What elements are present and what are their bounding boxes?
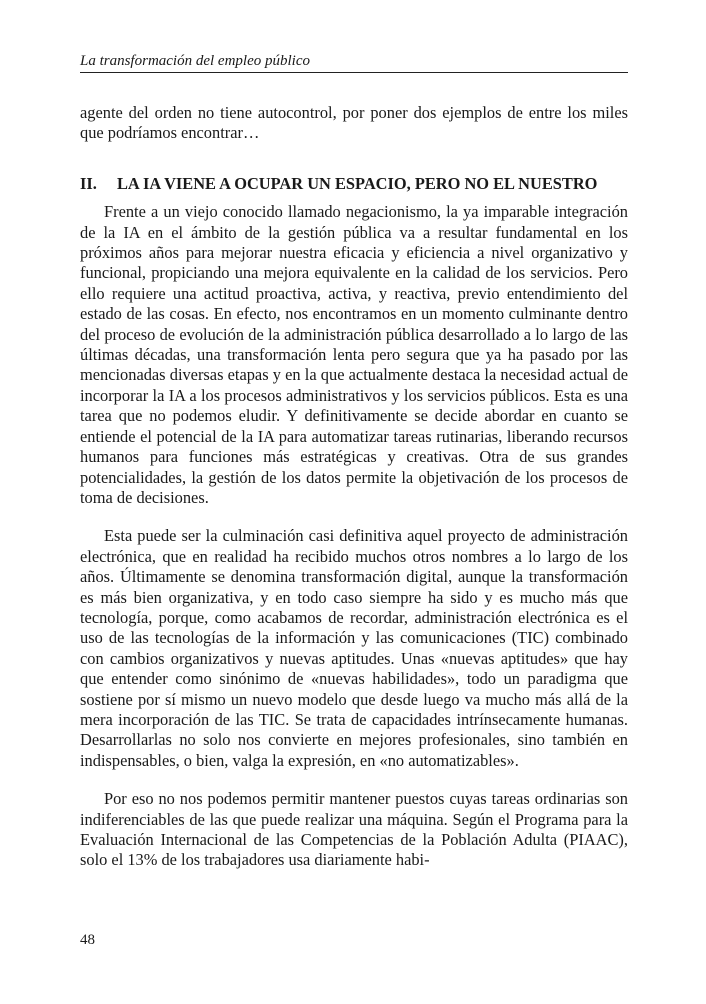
body-paragraph-1: Frente a un viejo conocido llamado negacionismo, la ya imparable integración de la IA en el ámbito de la gestión pública va a resultar fundamental en los próximos años para mejorar nuestra eficacia y eficiencia a nivel organizativo y funcional, propiciando una mejora equivalente en la calidad de los servicios. Pero ello requiere una actitud proactiva, activa, y reactiva, previo entendimiento del estado de las cosas. En efecto, nos encontramos en un momento culminante dentro del proceso de evolución de la administración pública desarrollado a lo largo de las últimas décadas, una transformación lenta pero segura que ya ha pasado por las mencionadas diversas etapas y en la que actualmente destaca la necesidad actual de incorporar la IA a los procesos administrativos y los servicios públicos. Esta es una tarea que no podemos eludir. Y definitivamente se decide abordar en cuanto se entiende el potencial de la IA para automatizar tareas rutinarias, liberando recursos humanos para funciones más estratégicas y creativas. Otra de sus grandes potencialidades, la gestión de los datos permite la objetivación de los procesos de toma de decisiones. xyxy=(80,202,628,507)
lead-paragraph: agente del orden no tiene autocontrol, por poner dos ejemplos de entre los miles que podríamos encontrar… xyxy=(80,103,628,143)
running-head: La transformación del empleo público xyxy=(80,52,628,73)
body-paragraph-2: Esta puede ser la culminación casi definitiva aquel proyecto de administración electrónica, que en realidad ha recibido muchos otros nombres a lo largo de los años. Últimamente se denomina transformación digital, aunque la transformación es más bien organizativa, y en todo caso siempre ha sido y es mucho más que tecnología, porque, como acabamos de recordar, administración electrónica es el uso de las tecnologías de la información y las comunicaciones (TIC) combinado con cambios organizativos y nuevas aptitudes. Unas «nuevas aptitudes» que hay que entender como sinónimo de «nuevas habilidades», todo un paradigma que sostiene por sí mismo un nuevo modelo que desde luego va mucho más allá de la mera incorporación de las TIC. Se trata de capacidades intrínsecamente humanas. Desarrollarlas no solo nos convierte en mejores profesionales, sino también en indispensables, o bien, valga la expresión, en «no automatizables». xyxy=(80,526,628,770)
body-paragraph-3: Por eso no nos podemos permitir mantener puestos cuyas tareas ordinarias son indiferenciables de las que puede realizar una máquina. Según el Programa para la Evaluación Internacional de las Competencias de la Población Adulta (PIAAC), solo el 13% de los trabajadores usa diariamente habi- xyxy=(80,789,628,870)
section-heading xyxy=(80,174,628,194)
section-number: II. xyxy=(80,173,97,193)
page-number: 48 xyxy=(80,932,95,948)
section-title: LA IA VIENE A OCUPAR UN ESPACIO, PERO NO EL NUESTRO xyxy=(117,173,598,193)
page-body xyxy=(80,103,628,871)
